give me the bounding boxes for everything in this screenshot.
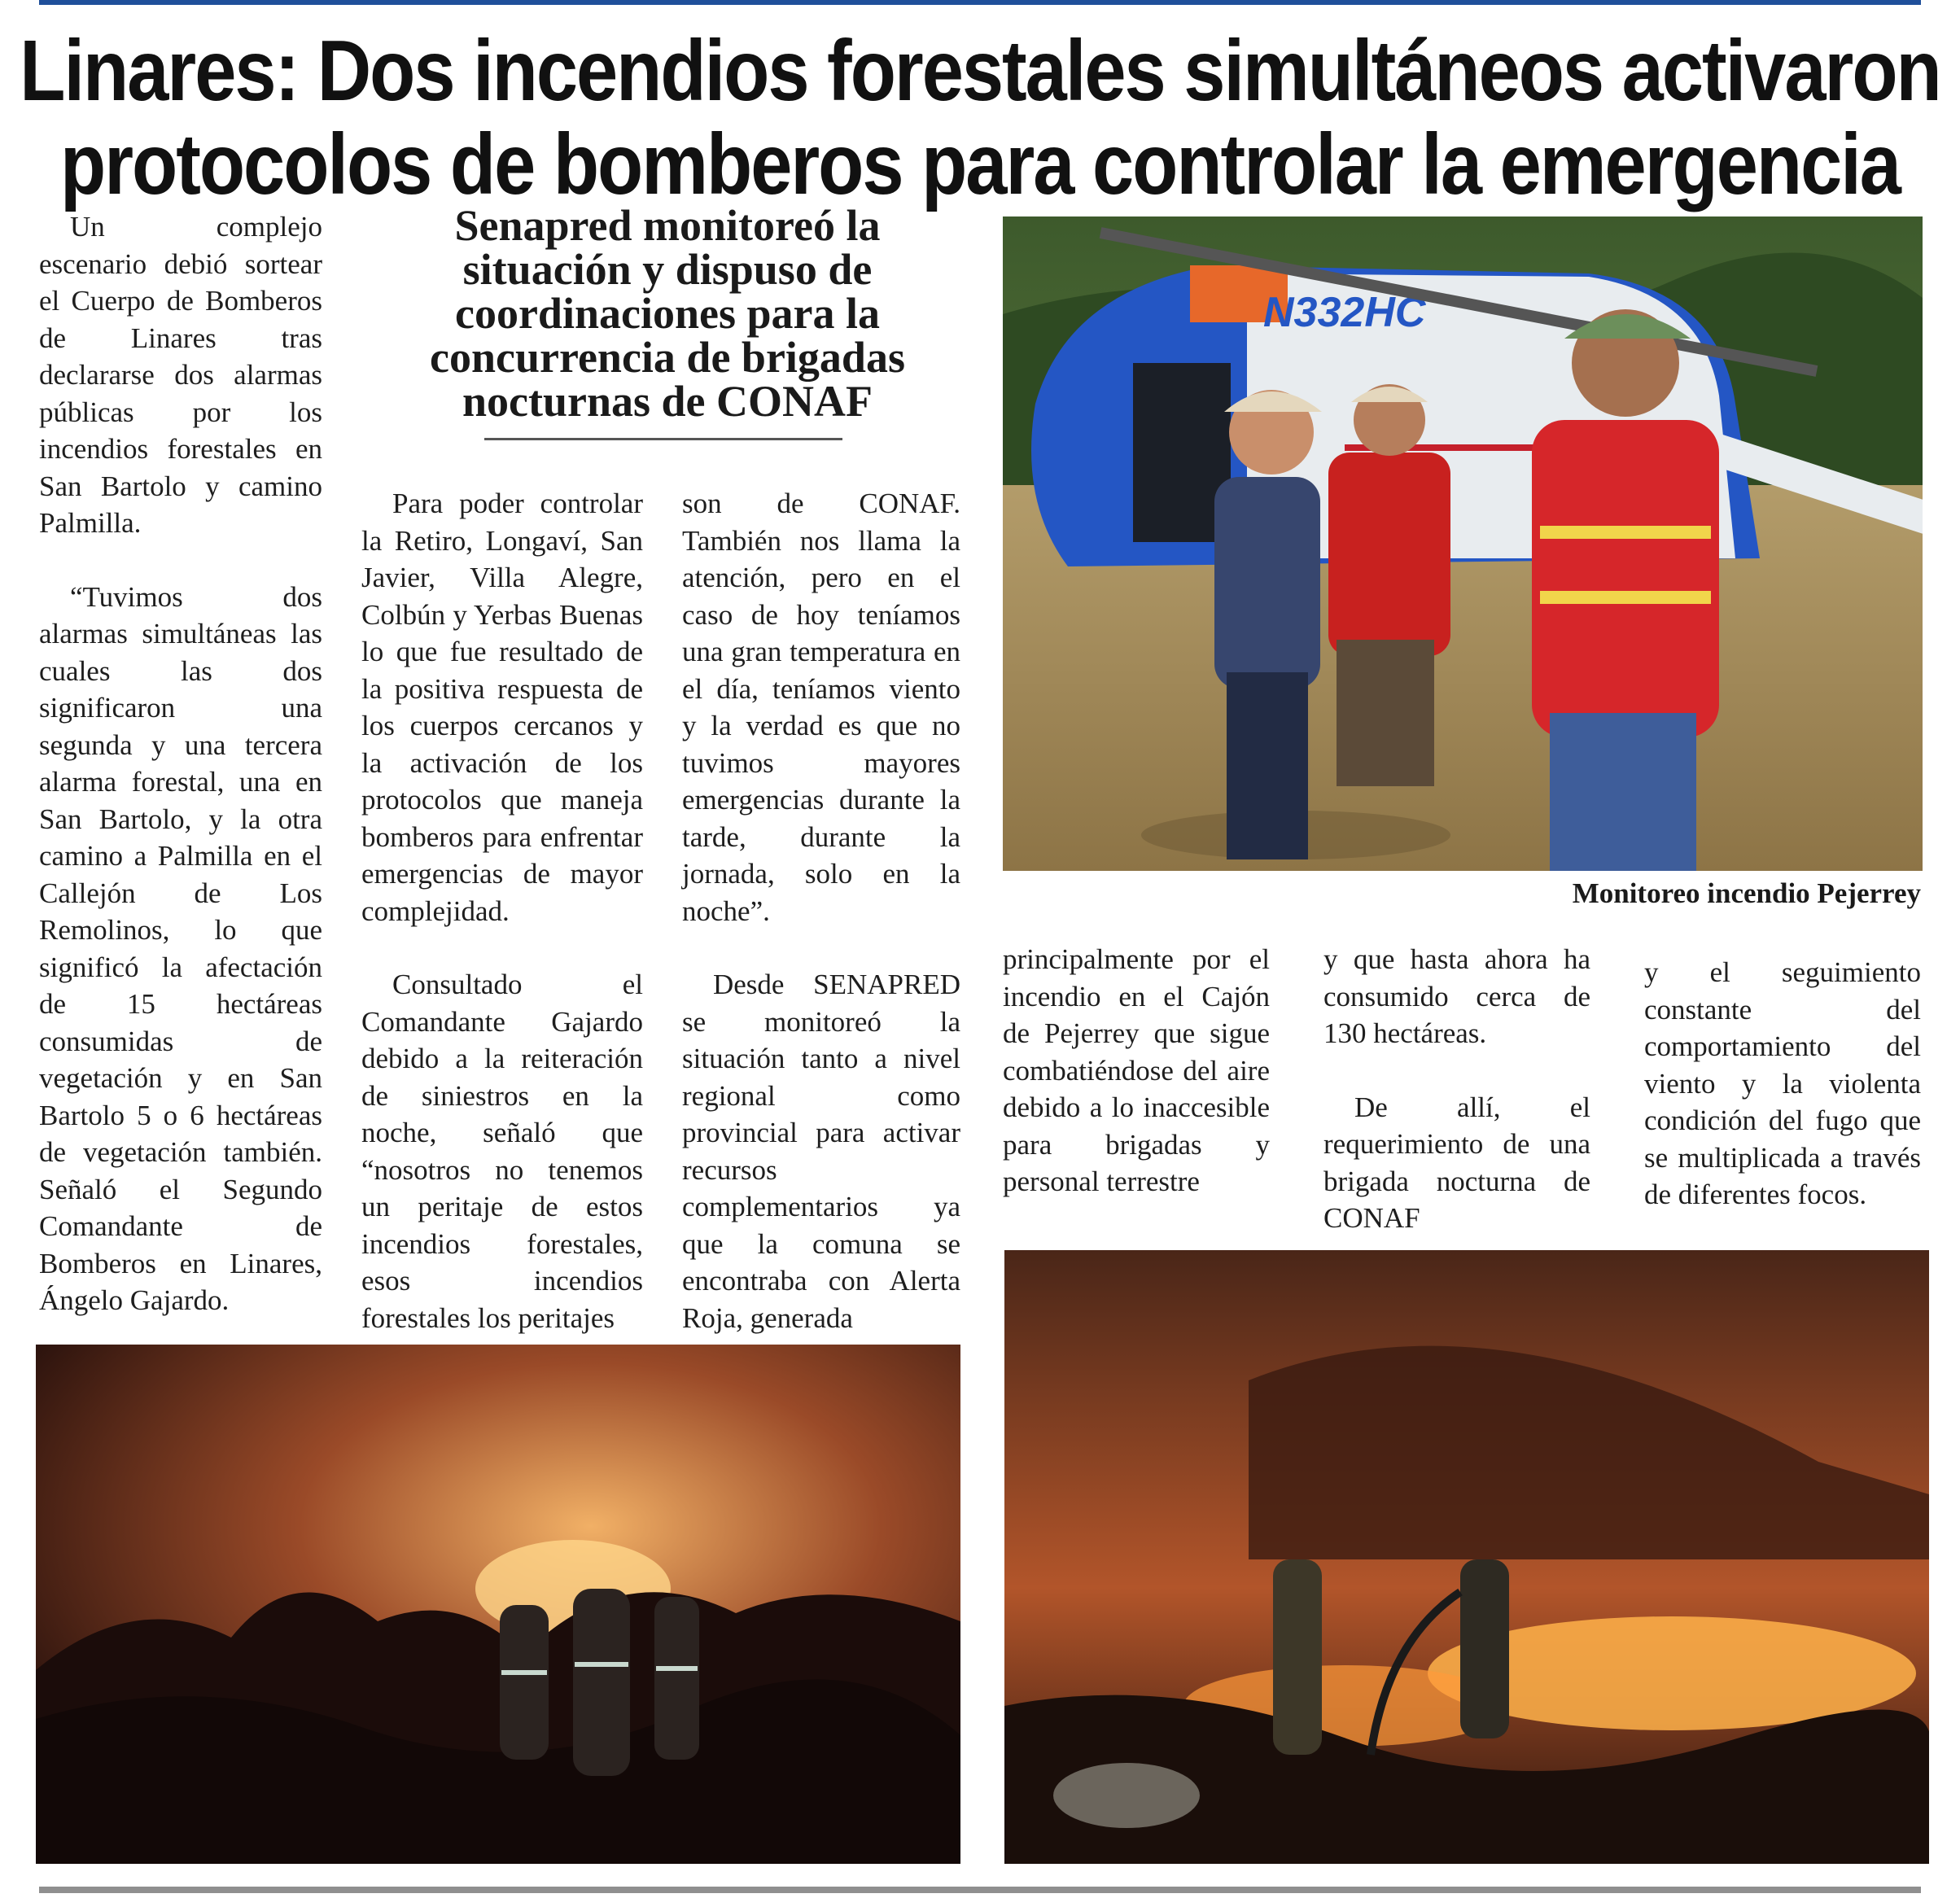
paragraph-2: De allí, el requerimiento de una brigada nocturna de CONAF — [1323, 1091, 1590, 1234]
paragraph-1: principalmente por el incendio en el Cajón de Pejerrey que sigue combatiéndose del aire debido a lo inaccesible para brigadas y personal terrestre — [1003, 943, 1270, 1197]
subheadline: Senapred monitoreó la situación y dispuso de coordinaciones para la concurrencia de brigadas nocturnas de CONAF — [430, 201, 905, 426]
paragraph-1: son de CONAF. También nos llama la atención, pero en el caso de hoy teníamos una gran temperatura en el día, teníamos viento y la verdad es que no tuvimos mayores emergencias durante la tarde, durante la jornada, solo en la noche”. — [682, 488, 960, 927]
article-column-3 — [682, 485, 960, 1336]
paragraph-2: Consultado el Comandante Gajardo debido a la reiteración de siniestros en la noche, señaló que “nosotros no tenemos un peritaje de estos incendios forestales, esos incendios forestales los peritajes — [361, 969, 643, 1334]
article-column-1 — [39, 208, 322, 1319]
subheadline-divider — [484, 438, 842, 440]
night-fire-photo-right — [1004, 1250, 1929, 1864]
paragraph-1: y el seguimiento constante del comportamiento del viento y la violenta condición del fugo que se multiplicada a través de diferentes focos. — [1644, 956, 1921, 1210]
bottom-rule — [39, 1887, 1921, 1893]
paragraph-1: Un complejo escenario debió sortear el Cuerpo de Bomberos de Linares tras declararse dos alarmas públicas por los incendios forestales en San Bartolo y camino Palmilla. — [39, 211, 322, 539]
helicopter-photo — [1003, 216, 1923, 871]
helicopter-registration: N332HC — [1263, 289, 1426, 336]
paragraph-2: Desde SENAPRED se monitoreó la situación tanto a nivel regional como provincial para activar recursos complementarios ya que la comuna se encontraba con Alerta Roja, generada — [682, 969, 960, 1334]
article-column-2 — [361, 485, 643, 1336]
headline-line-1: Linares: Dos incendios forestales simultáneos activaron — [20, 23, 1940, 120]
article-column-5 — [1323, 941, 1590, 1237]
top-rule — [39, 0, 1921, 5]
photo-caption: Monitoreo incendio Pejerrey — [1572, 877, 1921, 909]
paragraph-2: “Tuvimos dos alarmas simultáneas las cuales las dos significaron una segunda y una tercera alarma forestal, una en San Bartolo, y la otra camino a Palmilla en el Callejón de Los Remolinos, lo que significó la afectación de 15 hectáreas consumidas de vegetación y en San Bartolo 5 o 6 hectáreas de vegetación también. Señaló el Segundo Comandante de Bomberos en Linares, Ángelo Gajardo. — [39, 580, 322, 1316]
article-column-4 — [1003, 941, 1270, 1200]
headline — [0, 24, 1960, 212]
paragraph-1: Para poder controlar la Retiro, Longaví, San Javier, Villa Alegre, Colbún y Yerbas Buenas lo que fue resultado de la positiva respuesta de los cuerpos cercanos y la activación de los protocolos que maneja bomberos para enfrentar emergencias de mayor complejidad. — [361, 488, 643, 927]
paragraph-1: y que hasta ahora ha consumido cerca de 130 hectáreas. — [1323, 943, 1590, 1049]
night-fire-photo-left — [36, 1345, 960, 1864]
headline-line-2: protocolos de bomberos para controlar la emergencia — [60, 116, 1900, 213]
article-column-6 — [1644, 954, 1921, 1214]
